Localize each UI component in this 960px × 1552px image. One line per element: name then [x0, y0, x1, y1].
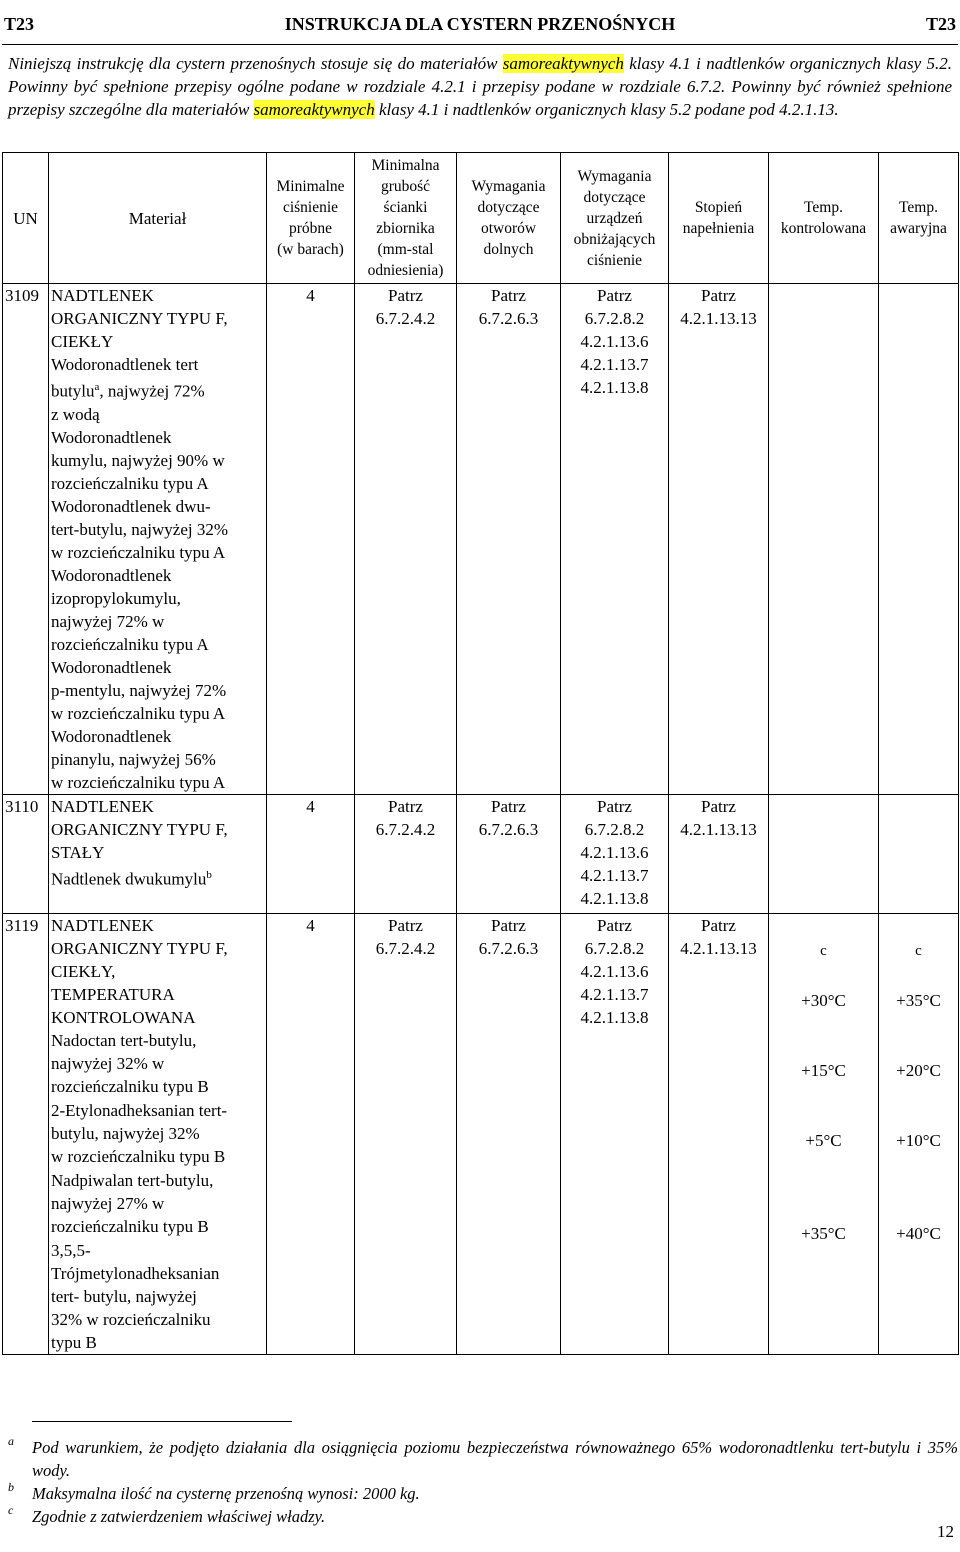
material-item: Wodoronadtlenek tert butylu$^a$, najwyżej 72% z wodą — [51, 355, 205, 424]
col-relief: Wymagania dotyczące urządzeń obniżających ciśnienie — [561, 153, 669, 284]
control-temp-value: +35°C — [801, 1224, 846, 1244]
header-code-right: T23 — [925, 14, 956, 34]
footnote-ref-c: c — [915, 943, 922, 960]
shell-thickness: Patrz 6.7.2.4.2 — [355, 914, 457, 1355]
shell-thickness: Patrz 6.7.2.4.2 — [355, 284, 457, 795]
pressure-relief: Patrz 6.7.2.8.2 4.2.1.13.6 4.2.1.13.7 4.2.1.13.8 — [561, 794, 669, 914]
footnote-ref-a: a — [94, 381, 100, 393]
col-material: Materiał — [49, 153, 267, 284]
test-pressure: 4 — [267, 914, 355, 1355]
material-item: 2-Etylonadheksanian tert- butylu, najwyżej 32% w rozcieńczalniku typu B — [51, 1101, 228, 1167]
header-code-left: T23 — [4, 14, 35, 34]
emergency-temp — [879, 914, 959, 1355]
col-openings: Wymagania dotyczące otworów dolnych — [457, 153, 561, 284]
material-item: Wodoronadtlenek dwu- tert-butylu, najwyżej 32% w rozcieńczalniku typu A — [51, 496, 229, 562]
emergency-temp — [879, 284, 959, 795]
footnote-text: Maksymalna ilość na cysternę przenośną wynosi: 2000 kg. — [32, 1484, 420, 1503]
emergency-temp-value: +10°C — [896, 1131, 941, 1151]
filling-degree: Patrz 4.2.1.13.13 — [669, 914, 769, 1355]
material-name: NADTLENEK ORGANICZNY TYPU F, CIEKŁY — [51, 286, 228, 351]
col-pressure: Minimalne ciśnienie próbne (w barach) — [267, 153, 355, 284]
material-item: Wodoronadtlenek p-mentylu, najwyżej 72% w rozcieńczalniku typu A — [51, 657, 227, 723]
header-title: INSTRUKCJA DLA CYSTERN PRZENOŚNYCH — [284, 14, 676, 34]
emergency-temp-value: +35°C — [896, 991, 941, 1011]
control-temp — [769, 914, 879, 1355]
col-un: UN — [3, 153, 49, 284]
test-pressure: 4 — [267, 794, 355, 914]
un-number: 3119 — [3, 914, 49, 1355]
table-header-row — [3, 153, 959, 284]
material-item: Wodoronadtlenek pinanylu, najwyżej 56% w rozcieńczalniku typu A — [51, 726, 226, 792]
material-item: Nadoctan tert-butylu, najwyżej 32% w rozcieńczalniku typu B — [51, 1031, 209, 1097]
shell-thickness: Patrz 6.7.2.4.2 — [355, 794, 457, 914]
col-filling: Stopień napełnienia — [669, 153, 769, 284]
material-name: NADTLENEK ORGANICZNY TYPU F, STAŁY — [51, 796, 228, 862]
material-cell — [49, 794, 267, 914]
col-control-temp: Temp. kontrolowana — [769, 153, 879, 284]
footnote-text: Zgodnie z zatwierdzeniem właściwej władzy. — [32, 1507, 326, 1526]
footnote-divider — [32, 1421, 292, 1422]
material-item: Wodoronadtlenek izopropylokumylu, najwyżej 72% w rozcieńczalniku typu A — [51, 565, 209, 654]
pressure-relief: Patrz 6.7.2.8.2 4.2.1.13.6 4.2.1.13.7 4.2.1.13.8 — [561, 914, 669, 1355]
bottom-openings: Patrz 6.7.2.6.3 — [457, 914, 561, 1355]
material-cell — [49, 284, 267, 795]
footnote-text: Pod warunkiem, że podjęto działania dla osiągnięcia poziomu bezpieczeństwa równoważnego 65% wodoronadtlenku tert-butylu i 35% wody. — [32, 1438, 958, 1480]
intro-text-2: klasy 4.1 i nadtlenków organicznych klasy 5.2. Powinny być spełnione przepisy ogólne podane w rozdziale 4.2.1 i przepisy podane w rozdziale 6.7.2. Powinny być również spełnione przepisy szczególne dla materiałów — [8, 54, 952, 119]
filling-degree: Patrz 4.2.1.13.13 — [669, 794, 769, 914]
un-number: 3110 — [3, 794, 49, 914]
intro-paragraph — [8, 52, 952, 121]
control-temp — [769, 794, 879, 914]
material-name: NADTLENEK ORGANICZNY TYPU F, CIEKŁY, TEMPERATURA KONTROLOWANA — [51, 916, 228, 1028]
col-emergency-temp: Temp. awaryjna — [879, 153, 959, 284]
pressure-relief: Patrz 6.7.2.8.2 4.2.1.13.6 4.2.1.13.7 4.2.1.13.8 — [561, 284, 669, 795]
highlight-2: samoreaktywnych — [253, 100, 375, 119]
material-item: 3,5,5- Trójmetylonadheksanian tert- butylu, najwyżej 32% w rozcieńczalniku typu B — [51, 1241, 220, 1353]
footnote-ref-b: b — [206, 868, 212, 881]
un-number: 3109 — [3, 284, 49, 795]
material-item: Nadtlenek dwukumylu$^b$ — [51, 868, 212, 889]
footnote-mark: a — [8, 1434, 14, 1448]
control-temp-value: +30°C — [801, 991, 846, 1011]
test-pressure: 4 — [267, 284, 355, 795]
table-row-3119 — [3, 914, 959, 1355]
material-cell — [49, 914, 267, 1355]
material-item: Nadpiwalan tert-butylu, najwyżej 27% w rozcieńczalniku typu B — [51, 1171, 214, 1237]
highlight-1: samoreaktywnych — [502, 54, 624, 73]
intro-text-1: Niniejszą instrukcję dla cystern przenośnych stosuje się do materiałów — [8, 54, 503, 73]
control-temp-value: +5°C — [805, 1131, 842, 1151]
table-row-3110 — [3, 794, 959, 914]
emergency-temp-value: +40°C — [896, 1224, 941, 1244]
table-row-3109 — [3, 284, 959, 795]
col-thickness: Minimalna grubość ścianki zbiornika (mm-stal odniesienia) — [355, 153, 457, 284]
filling-degree: Patrz 4.2.1.13.13 — [669, 284, 769, 795]
control-temp-value: +15°C — [801, 1061, 846, 1081]
footnote-ref-c: c — [820, 943, 827, 960]
intro-text-3: klasy 4.1 i nadtlenków organicznych klasy 5.2 podane pod 4.2.1.13. — [374, 100, 839, 119]
control-temp — [769, 284, 879, 795]
footnote-mark: c — [8, 1503, 14, 1517]
bottom-openings: Patrz 6.7.2.6.3 — [457, 284, 561, 795]
material-item: Wodoronadtlenek kumylu, najwyżej 90% w rozcieńczalniku typu A — [51, 427, 225, 493]
bottom-openings: Patrz 6.7.2.6.3 — [457, 794, 561, 914]
emergency-temp-value: +20°C — [896, 1061, 941, 1081]
tank-instruction-table — [2, 152, 959, 1355]
header-divider — [2, 44, 958, 45]
footnote-mark: b — [8, 1480, 14, 1494]
page-number: 12 — [937, 1522, 954, 1541]
emergency-temp — [879, 794, 959, 914]
